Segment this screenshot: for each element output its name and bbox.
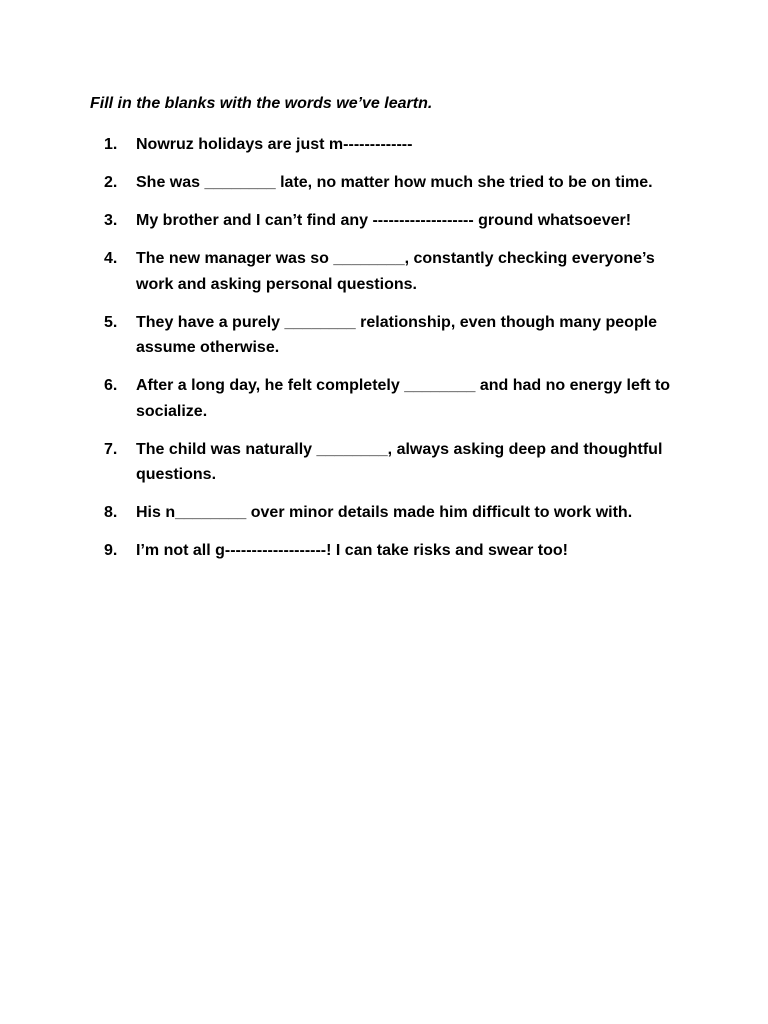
- item-number: 7.: [104, 440, 118, 458]
- item-number: 3.: [104, 212, 118, 229]
- list-item: [104, 373, 694, 424]
- item-number: 5.: [104, 313, 118, 331]
- list-item: [104, 310, 694, 361]
- item-sentence: After a long day, he felt completely ________ and had no energy left to socialize.: [136, 377, 671, 420]
- list-item: [104, 170, 694, 196]
- list-item: [104, 132, 694, 158]
- item-number: 6.: [104, 377, 118, 394]
- item-sentence: The child was naturally ________, always asking deep and thoughtful questions.: [136, 440, 663, 483]
- item-sentence: His n________ over minor details made him difficult to work with.: [136, 504, 633, 521]
- list-item: [104, 500, 694, 526]
- item-number: 2.: [104, 174, 118, 191]
- item-number: 8.: [104, 504, 118, 521]
- list-item: [104, 538, 694, 564]
- item-number: 1.: [104, 136, 118, 153]
- item-sentence: My brother and I can’t find any ------------------- ground whatsoever!: [136, 212, 632, 229]
- item-sentence: They have a purely ________ relationship, even though many people assume otherwise.: [136, 313, 658, 356]
- list-item: [104, 208, 694, 234]
- item-sentence: The new manager was so ________, constantly checking everyone’s work and asking personal questions.: [136, 250, 655, 293]
- instructions-heading: Fill in the blanks with the words we’ve leartn.: [90, 95, 433, 112]
- item-sentence: Nowruz holidays are just m-------------: [136, 136, 413, 153]
- exercise-list: [104, 132, 694, 576]
- item-sentence: She was ________ late, no matter how much she tried to be on time.: [136, 174, 653, 191]
- item-number: 4.: [104, 250, 118, 267]
- list-item: [104, 437, 694, 488]
- item-number: 9.: [104, 542, 118, 559]
- list-item: [104, 246, 694, 297]
- item-sentence: I’m not all g-------------------! I can take risks and swear too!: [136, 542, 568, 559]
